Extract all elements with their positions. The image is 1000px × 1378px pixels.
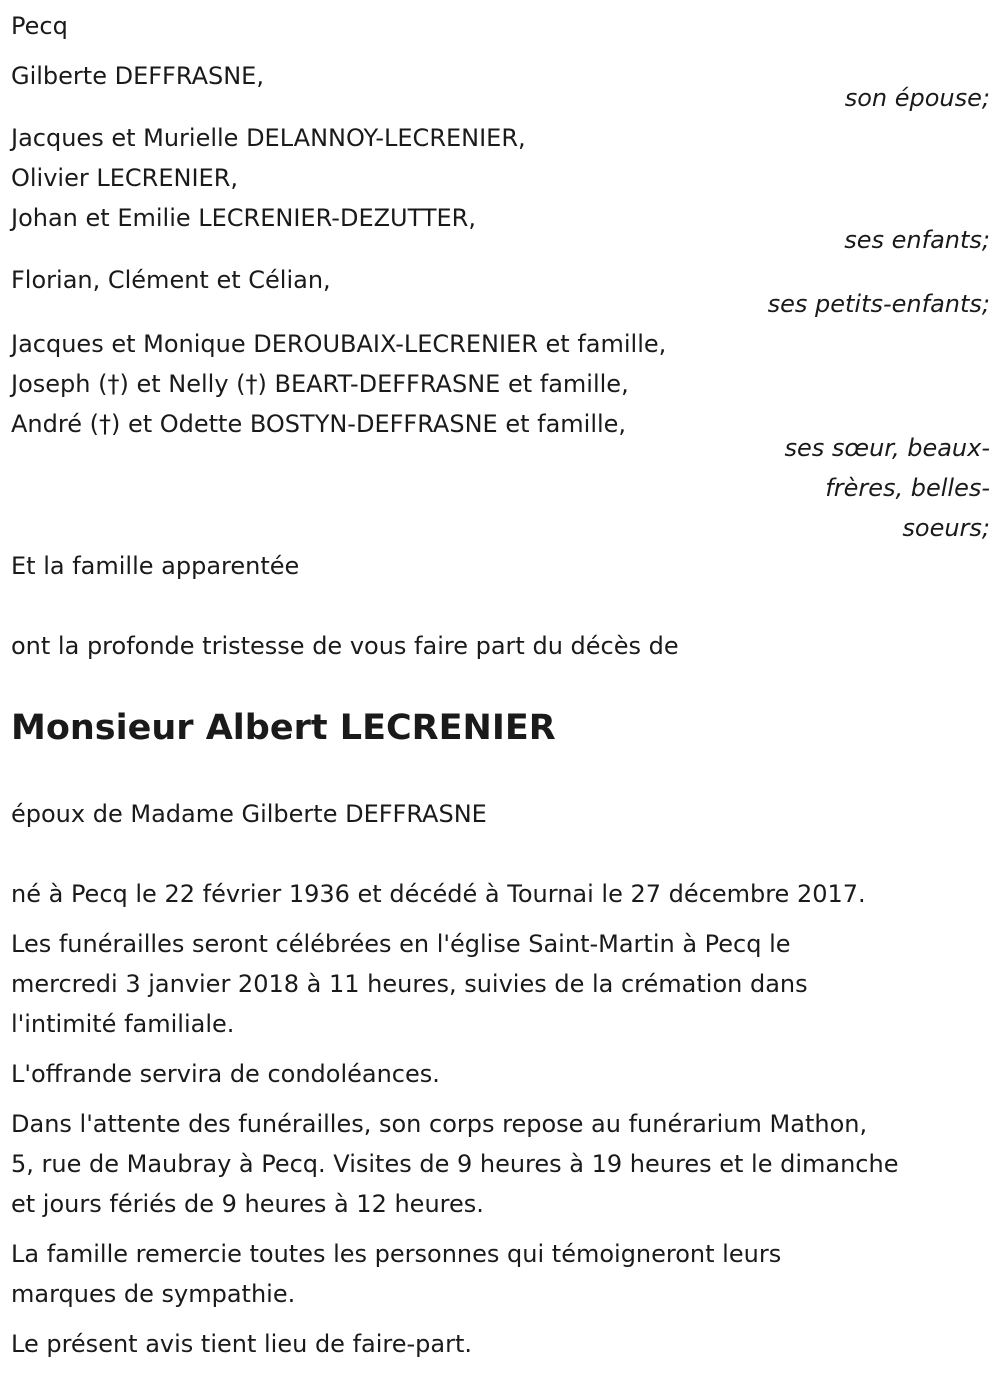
funeral-line: mercredi 3 janvier 2018 à 11 heures, suivies de la crémation dans: [11, 970, 808, 998]
announcement-text: ont la profonde tristesse de vous faire part du décès de: [11, 632, 679, 660]
thanks-line: La famille remercie toutes les personnes qui témoigneront leurs: [11, 1240, 782, 1268]
child-name: Jacques et Murielle DELANNOY-LECRENIER,: [11, 124, 526, 152]
place-name: Pecq: [11, 12, 68, 40]
thanks-line: marques de sympathie.: [11, 1280, 296, 1308]
extended-family-line: Et la famille apparentée: [11, 552, 300, 580]
sibling-name: Joseph (†) et Nelly (†) BEART-DEFFRASNE et famille,: [11, 370, 629, 398]
spouse-name: Gilberte DEFFRASNE,: [11, 62, 264, 90]
offering-line: L'offrande servira de condoléances.: [11, 1060, 440, 1088]
child-name: Olivier LECRENIER,: [11, 164, 238, 192]
funeral-line: l'intimité familiale.: [11, 1010, 235, 1038]
birth-death-line: né à Pecq le 22 février 1936 et décédé à Tournai le 27 décembre 2017.: [11, 880, 866, 908]
sibling-name: André (†) et Odette BOSTYN-DEFFRASNE et famille,: [11, 410, 627, 438]
visitation-line: Dans l'attente des funérailles, son corps repose au funérarium Mathon,: [11, 1110, 868, 1138]
deceased-name: Monsieur Albert LECRENIER: [11, 708, 556, 748]
siblings-role: ses sœur, beaux-frères, belles-soeurs;: [784, 434, 990, 542]
visitation-line: et jours fériés de 9 heures à 12 heures.: [11, 1190, 484, 1218]
child-name: Johan et Emilie LECRENIER-DEZUTTER,: [11, 204, 476, 232]
notice-line: Le présent avis tient lieu de faire-part.: [11, 1330, 473, 1358]
grandchildren-names: Florian, Clément et Célian,: [11, 266, 331, 294]
spouse-role: son épouse;: [844, 84, 990, 112]
funeral-line: Les funérailles seront célébrées en l'église Saint-Martin à Pecq le: [11, 930, 791, 958]
grandchildren-role: ses petits-enfants;: [767, 290, 990, 318]
sibling-name: Jacques et Monique DEROUBAIX-LECRENIER et famille,: [11, 330, 667, 358]
visitation-line: 5, rue de Maubray à Pecq. Visites de 9 heures à 19 heures et le dimanche: [11, 1150, 899, 1178]
children-role: ses enfants;: [844, 226, 990, 254]
spouse-of-line: époux de Madame Gilberte DEFFRASNE: [11, 800, 487, 828]
